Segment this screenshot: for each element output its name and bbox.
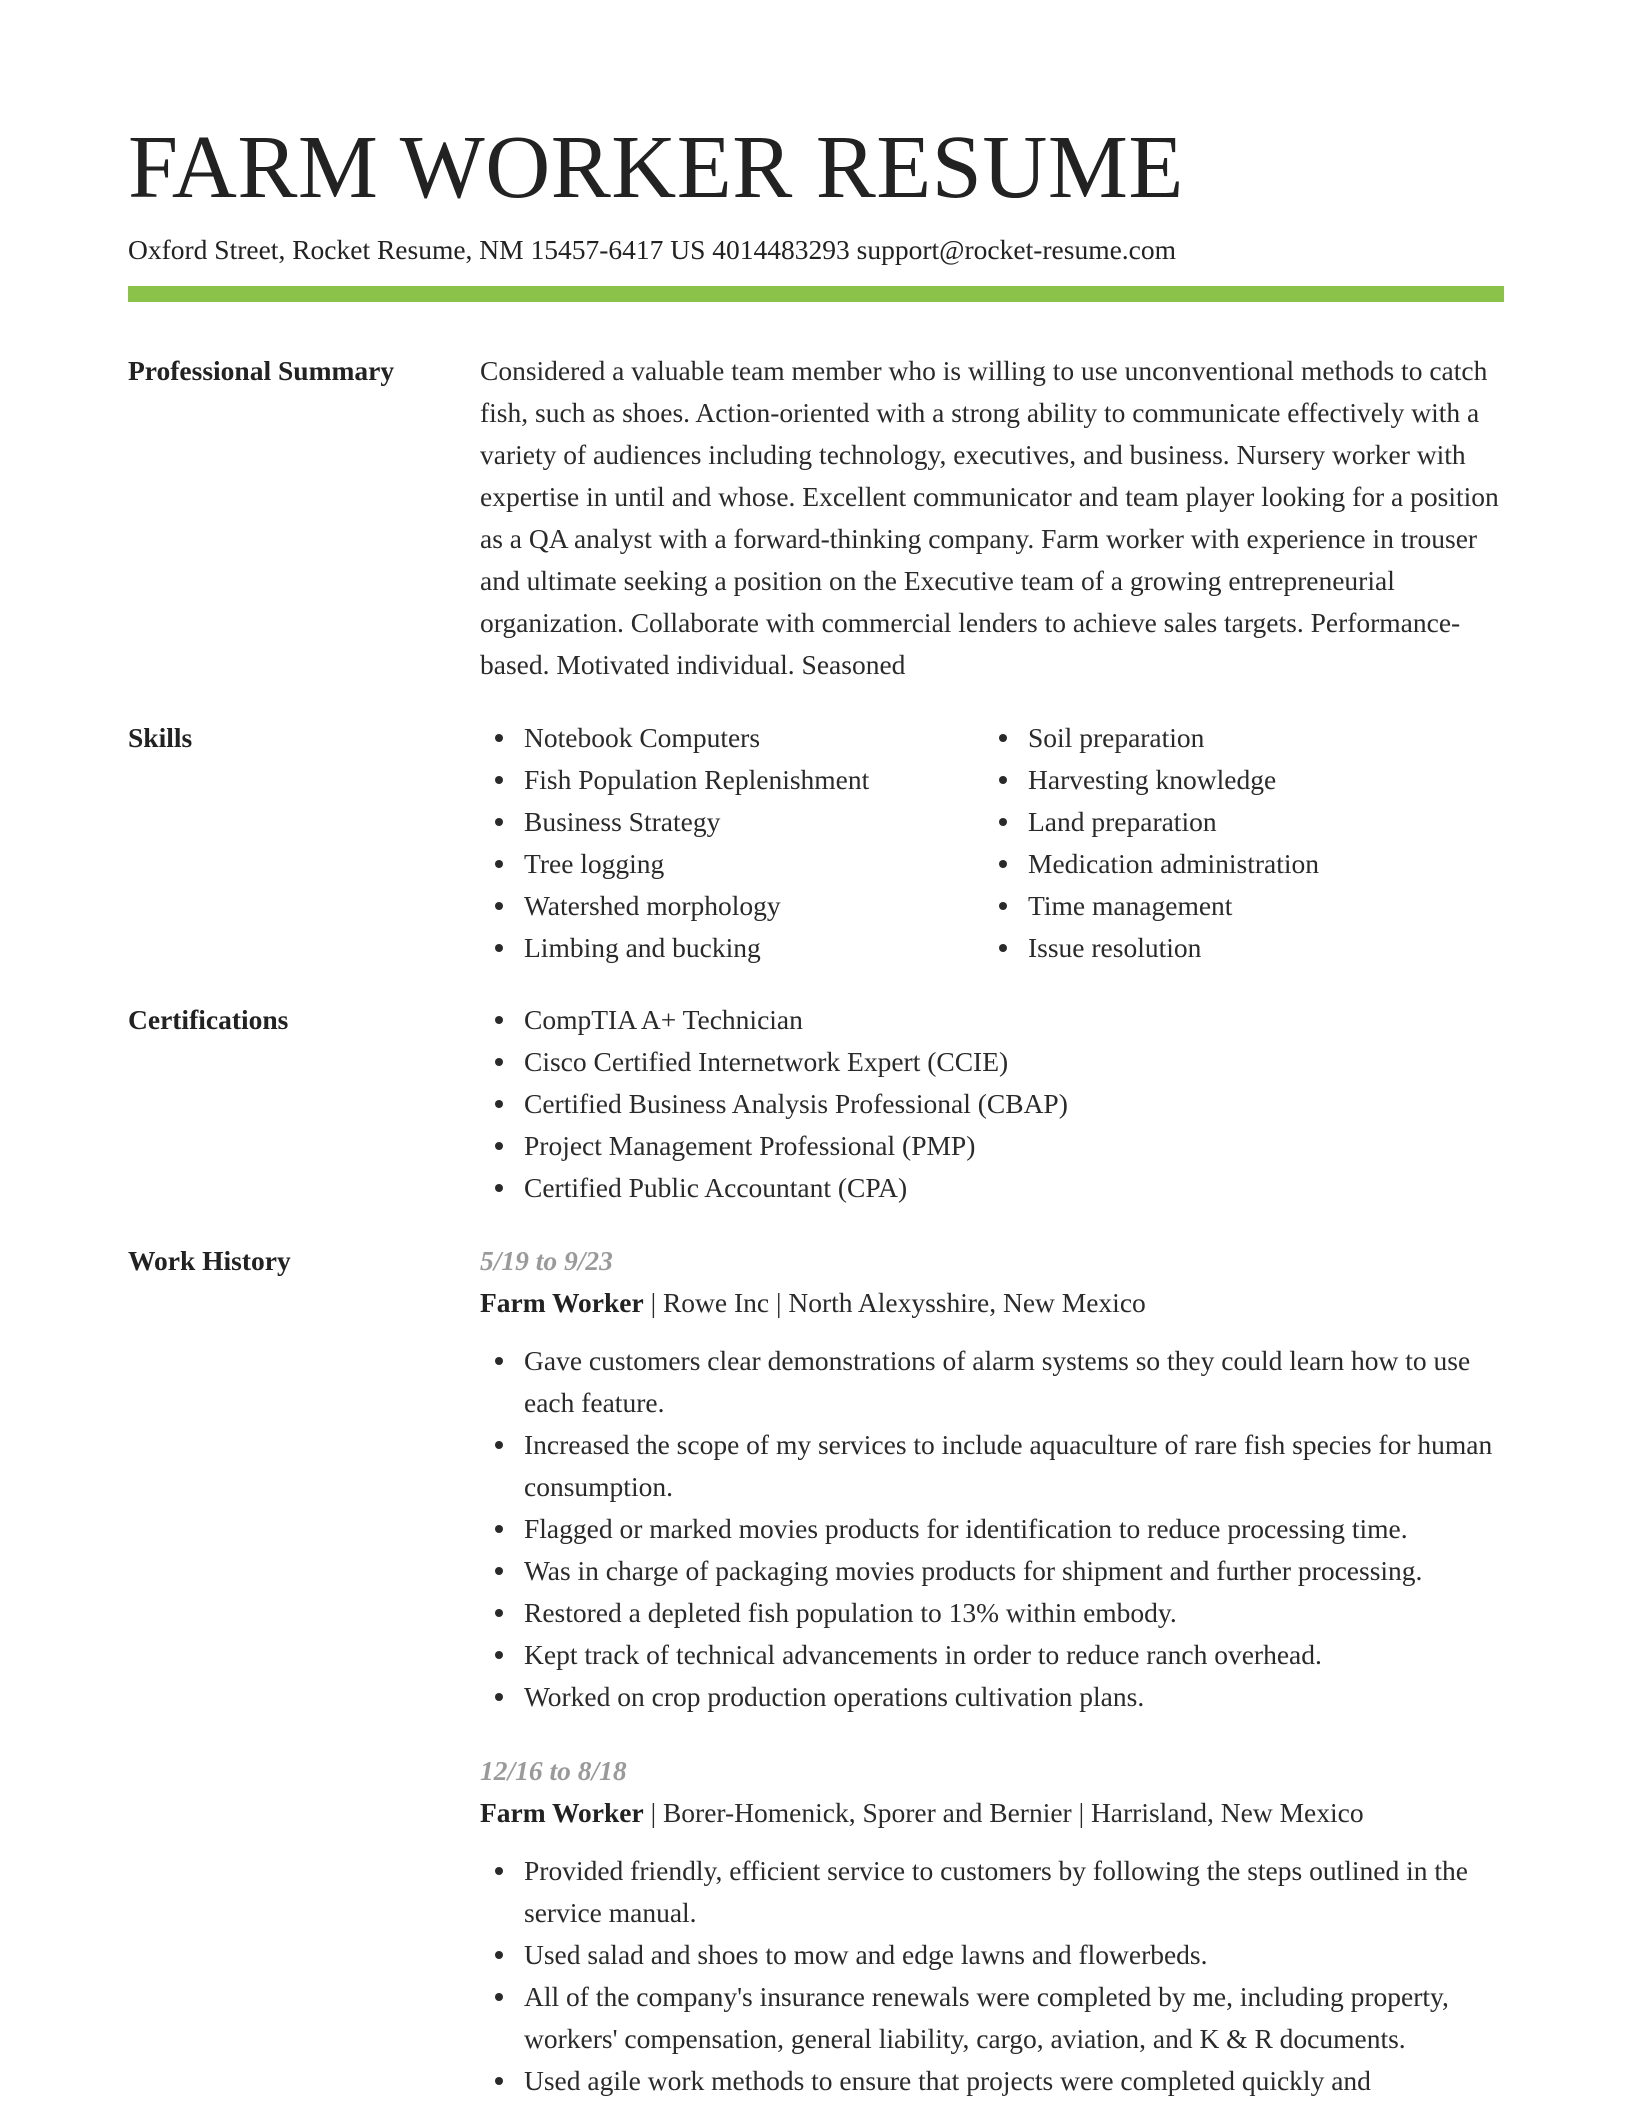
skill-item: Notebook Computers — [480, 717, 984, 759]
job-title: Farm Worker — [480, 1287, 644, 1318]
skill-item: Watershed morphology — [480, 885, 984, 927]
resume-title: FARM WORKER RESUME — [128, 118, 1184, 217]
skills-list — [480, 717, 1504, 969]
job-bullet: Restored a depleted fish population to 13% within embody. — [480, 1592, 1504, 1634]
job-bullet: Gave customers clear demonstrations of alarm systems so they could learn how to use each feature. — [480, 1340, 1504, 1424]
job-bullets — [480, 1850, 1504, 2102]
work-history-heading: Work History — [128, 1245, 291, 1276]
certifications-body — [480, 999, 1504, 1209]
skill-item: Fish Population Replenishment — [480, 759, 984, 801]
work-history-body — [480, 1240, 1504, 2102]
job-bullet: Increased the scope of my services to include aquaculture of rare fish species for human consumption. — [480, 1424, 1504, 1508]
skills-column-left — [480, 717, 984, 969]
job-dates: 12/16 to 8/18 — [480, 1755, 627, 1786]
job-heading — [480, 1792, 1504, 1834]
job-bullets — [480, 1340, 1504, 1718]
job-bullet: Flagged or marked movies products for identification to reduce processing time. — [480, 1508, 1504, 1550]
job-entry — [480, 1750, 1504, 2102]
accent-divider — [128, 286, 1504, 302]
certification-item: Project Management Professional (PMP) — [480, 1125, 1504, 1167]
skill-item: Medication administration — [984, 843, 1488, 885]
job-bullet: Used agile work methods to ensure that projects were completed quickly and — [480, 2060, 1504, 2102]
job-bullet: Provided friendly, efficient service to customers by following the steps outlined in the service manual. — [480, 1850, 1504, 1934]
job-heading — [480, 1282, 1504, 1324]
certification-item: Cisco Certified Internetwork Expert (CCIE) — [480, 1041, 1504, 1083]
job-dates: 5/19 to 9/23 — [480, 1245, 613, 1276]
job-bullet: Was in charge of packaging movies products for shipment and further processing. — [480, 1550, 1504, 1592]
job-title: Farm Worker — [480, 1797, 644, 1828]
skill-item: Tree logging — [480, 843, 984, 885]
job-bullet: Worked on crop production operations cultivation plans. — [480, 1676, 1504, 1718]
contact-line: Oxford Street, Rocket Resume, NM 15457-6417 US 4014483293 support@rocket-resume.com — [128, 234, 1177, 265]
certifications-list — [480, 999, 1504, 1209]
certification-item: Certified Public Accountant (CPA) — [480, 1167, 1504, 1209]
certification-item: Certified Business Analysis Professional (CBAP) — [480, 1083, 1504, 1125]
certifications-heading: Certifications — [128, 1004, 289, 1035]
skill-item: Harvesting knowledge — [984, 759, 1488, 801]
summary-body — [480, 350, 1504, 686]
job-details: | Rowe Inc | North Alexysshire, New Mexico — [643, 1287, 1146, 1318]
skill-item: Issue resolution — [984, 927, 1488, 969]
certification-item: CompTIA A+ Technician — [480, 999, 1504, 1041]
job-bullet: Used salad and shoes to mow and edge lawns and flowerbeds. — [480, 1934, 1504, 1976]
summary-heading: Professional Summary — [128, 355, 395, 386]
skill-item: Soil preparation — [984, 717, 1488, 759]
skill-item: Land preparation — [984, 801, 1488, 843]
job-bullet: All of the company's insurance renewals were completed by me, including property, workers' compensation, general liability, cargo, aviation, and K & R documents. — [480, 1976, 1504, 2060]
skill-item: Business Strategy — [480, 801, 984, 843]
skills-column-right — [984, 717, 1488, 969]
skills-heading: Skills — [128, 722, 193, 753]
job-details: | Borer-Homenick, Sporer and Bernier | Harrisland, New Mexico — [643, 1797, 1364, 1828]
summary-text: Considered a valuable team member who is willing to use unconventional methods to catch fish, such as shoes. Action-oriented with a strong ability to communicate effectively with a variety of audiences including technology, executives, and business. Nursery worker with expertise in until and whose. Excellent communicator and team player looking for a position as a QA analyst with a forward-thinking company. Farm worker with experience in trouser and ultimate seeking a position on the Executive team of a growing entrepreneurial organization. Collaborate with commercial lenders to achieve sales targets. Performance-based. Motivated individual. Seasoned — [480, 355, 1499, 680]
skill-item: Limbing and bucking — [480, 927, 984, 969]
skill-item: Time management — [984, 885, 1488, 927]
job-bullet: Kept track of technical advancements in order to reduce ranch overhead. — [480, 1634, 1504, 1676]
job-entry — [480, 1240, 1504, 1718]
